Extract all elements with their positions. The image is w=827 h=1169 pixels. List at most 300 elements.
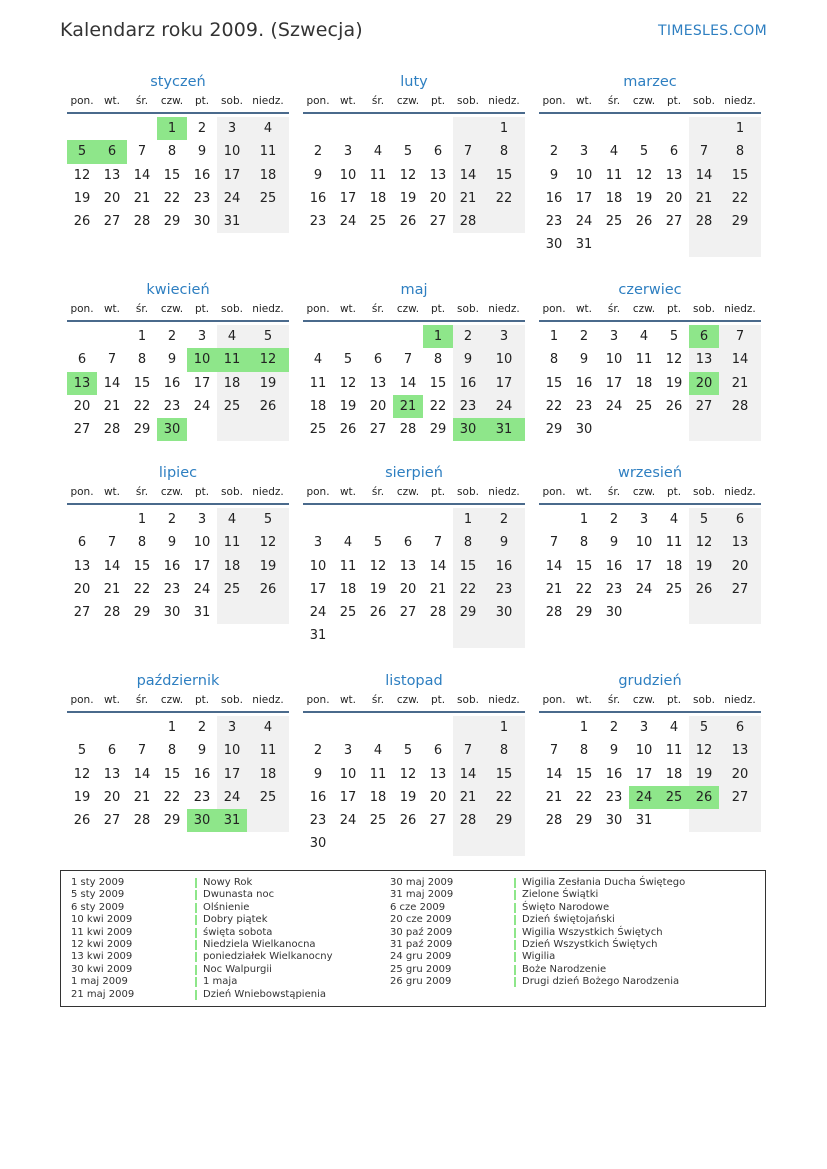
- weekday-label: sob.: [693, 303, 715, 315]
- day-cell: 26: [689, 578, 719, 601]
- weekday-label: wt.: [103, 95, 121, 107]
- legend-holiday-name: poniedziałek Wielkanocny: [203, 951, 333, 963]
- days-grid: [303, 325, 525, 441]
- empty-cell: [659, 418, 689, 441]
- legend-holiday-name: Wigilia: [522, 951, 556, 963]
- day-cell: 17: [217, 763, 247, 786]
- empty-cell: [423, 832, 453, 855]
- legend-column-right: [390, 877, 760, 989]
- empty-cell: [539, 508, 569, 531]
- empty-cell: [423, 624, 453, 647]
- month-block: [67, 463, 289, 624]
- day-cell: 24: [575, 214, 593, 230]
- day-cell: 2: [579, 329, 589, 344]
- day-cell: 18: [665, 766, 683, 782]
- day-cell: 8: [137, 352, 147, 368]
- day-cell: 14: [103, 558, 121, 574]
- day-cell: 14: [689, 164, 719, 187]
- day-cell: 29: [453, 601, 483, 624]
- day-cell: 8: [137, 535, 147, 551]
- day-cell: 13: [67, 372, 97, 395]
- day-cell: 23: [193, 190, 211, 206]
- empty-cell: [629, 418, 659, 441]
- legend-item: [390, 939, 760, 951]
- legend-date: 24 gru 2009: [390, 951, 452, 963]
- day-cell: 14: [103, 375, 121, 391]
- weekday-header: [67, 692, 289, 713]
- empty-cell: [483, 210, 525, 233]
- day-cell: 12: [665, 352, 683, 368]
- day-cell: 7: [433, 535, 443, 551]
- day-cell: 23: [605, 581, 623, 597]
- weekday-label: niedz.: [252, 486, 284, 498]
- days-grid: [67, 508, 289, 624]
- legend-item: [71, 951, 401, 963]
- month-name: sierpień: [385, 465, 443, 481]
- day-cell: 30: [605, 605, 623, 621]
- day-cell: 29: [719, 210, 761, 233]
- day-cell: 25: [659, 786, 689, 809]
- weekday-label: śr.: [135, 694, 149, 706]
- day-cell: 16: [605, 558, 623, 574]
- days-grid: [539, 325, 761, 441]
- day-cell: 23: [545, 214, 563, 230]
- day-cell: 3: [483, 325, 525, 348]
- weekday-label: czw.: [160, 694, 184, 706]
- day-cell: 30: [157, 418, 187, 441]
- day-cell: 26: [73, 214, 91, 230]
- day-cell: 28: [133, 813, 151, 829]
- day-cell: 24: [217, 187, 247, 210]
- day-cell: 14: [453, 164, 483, 187]
- days-grid: [67, 117, 289, 233]
- day-cell: 16: [309, 190, 327, 206]
- weekday-label: pt.: [194, 486, 210, 498]
- days-grid: [303, 716, 525, 856]
- weekday-label: wt.: [339, 95, 357, 107]
- day-cell: 26: [247, 395, 289, 418]
- weekday-label: niedz.: [488, 486, 520, 498]
- weekday-label: pt.: [194, 303, 210, 315]
- weekday-label: sob.: [693, 486, 715, 498]
- holiday-marker-icon: [514, 977, 516, 987]
- month-name: marzec: [623, 74, 677, 90]
- day-cell: 11: [665, 535, 683, 551]
- legend-holiday-name: Święto Narodowe: [522, 901, 610, 913]
- month-name: kwiecień: [146, 282, 210, 298]
- legend-holiday-name: 1 maja: [203, 976, 238, 988]
- day-cell: 14: [719, 348, 761, 371]
- day-cell: 8: [579, 535, 589, 551]
- day-cell: 6: [77, 352, 87, 368]
- day-cell: 3: [197, 512, 207, 527]
- weekday-label: pt.: [666, 95, 682, 107]
- day-cell: 23: [163, 398, 181, 414]
- empty-cell: [333, 832, 363, 855]
- empty-cell: [247, 809, 289, 832]
- month-block: [67, 72, 289, 233]
- legend-item: [71, 927, 401, 939]
- day-cell: 26: [635, 214, 653, 230]
- weekday-label: wt.: [575, 303, 593, 315]
- day-cell: 21: [453, 786, 483, 809]
- day-cell: 20: [719, 763, 761, 786]
- day-cell: 20: [429, 789, 447, 805]
- day-cell: 15: [133, 558, 151, 574]
- empty-cell: [453, 832, 483, 855]
- day-cell: 5: [373, 535, 383, 551]
- empty-cell: [483, 624, 525, 647]
- legend-date: 21 maj 2009: [71, 988, 135, 1000]
- legend-holiday-name: Drugi dzień Bożego Narodzenia: [522, 976, 680, 988]
- weekday-label: czw.: [396, 486, 420, 498]
- day-cell: 5: [689, 716, 719, 739]
- day-cell: 21: [429, 581, 447, 597]
- day-cell: 24: [193, 398, 211, 414]
- day-cell: 25: [665, 581, 683, 597]
- weekday-label: pon.: [70, 95, 94, 107]
- day-cell: 4: [313, 352, 323, 368]
- weekday-label: śr.: [371, 95, 385, 107]
- weekday-label: czw.: [396, 95, 420, 107]
- day-cell: 15: [575, 766, 593, 782]
- day-cell: 11: [369, 766, 387, 782]
- month-name: maj: [400, 282, 428, 298]
- empty-cell: [363, 716, 393, 739]
- day-cell: 30: [163, 605, 181, 621]
- day-cell: 27: [429, 813, 447, 829]
- day-cell: 19: [665, 375, 683, 391]
- day-cell: 22: [133, 581, 151, 597]
- day-cell: 20: [399, 581, 417, 597]
- day-cell: 13: [429, 167, 447, 183]
- day-cell: 15: [163, 167, 181, 183]
- day-cell: 29: [545, 422, 563, 438]
- weekday-label: śr.: [607, 694, 621, 706]
- day-cell: 30: [187, 809, 217, 832]
- day-cell: 22: [163, 789, 181, 805]
- weekday-header: [539, 301, 761, 322]
- weekday-label: niedz.: [488, 303, 520, 315]
- day-cell: 10: [339, 167, 357, 183]
- day-cell: 3: [313, 535, 323, 551]
- weekday-header: [67, 301, 289, 322]
- weekday-header: [67, 484, 289, 505]
- holiday-marker-icon: [195, 903, 197, 913]
- brand-link[interactable]: TIMESLES.COM: [658, 23, 767, 39]
- day-cell: 25: [369, 214, 387, 230]
- day-cell: 26: [399, 214, 417, 230]
- legend-holiday-name: Dwunasta noc: [203, 889, 275, 901]
- day-cell: 30: [605, 813, 623, 829]
- day-cell: 19: [73, 190, 91, 206]
- day-cell: 16: [605, 766, 623, 782]
- page-title: Kalendarz roku 2009. (Szwecja): [60, 19, 363, 41]
- day-cell: 26: [369, 605, 387, 621]
- weekday-label: sob.: [693, 95, 715, 107]
- empty-cell: [599, 233, 629, 256]
- day-cell: 2: [453, 325, 483, 348]
- legend-item: [71, 914, 401, 926]
- day-cell: 26: [399, 813, 417, 829]
- day-cell: 3: [217, 716, 247, 739]
- day-cell: 2: [197, 121, 207, 136]
- day-cell: 10: [635, 743, 653, 759]
- day-cell: 14: [429, 558, 447, 574]
- empty-cell: [67, 508, 97, 531]
- holiday-marker-icon: [514, 878, 516, 888]
- legend-item: [71, 976, 401, 988]
- empty-cell: [423, 716, 453, 739]
- month-name: wrzesień: [617, 465, 683, 481]
- day-cell: 12: [635, 167, 653, 183]
- legend-date: 20 cze 2009: [390, 914, 452, 926]
- empty-cell: [363, 117, 393, 140]
- empty-cell: [393, 832, 423, 855]
- day-cell: 17: [193, 375, 211, 391]
- day-cell: 17: [309, 581, 327, 597]
- legend-date: 1 sty 2009: [71, 877, 125, 888]
- empty-cell: [333, 624, 363, 647]
- empty-cell: [393, 624, 423, 647]
- weekday-label: pt.: [430, 95, 446, 107]
- day-cell: 7: [549, 535, 559, 551]
- legend-holiday-name: Boże Narodzenie: [522, 963, 607, 975]
- day-cell: 29: [133, 605, 151, 621]
- day-cell: 6: [77, 535, 87, 551]
- day-cell: 17: [217, 164, 247, 187]
- day-cell: 18: [339, 581, 357, 597]
- day-cell: 14: [453, 763, 483, 786]
- day-cell: 2: [167, 512, 177, 527]
- empty-cell: [423, 508, 453, 531]
- day-cell: 28: [103, 605, 121, 621]
- weekday-header: [303, 692, 525, 713]
- day-cell: 11: [217, 348, 247, 371]
- days-grid: [67, 716, 289, 832]
- day-cell: 4: [373, 743, 383, 759]
- day-cell: 30: [309, 836, 327, 852]
- day-cell: 9: [313, 766, 323, 782]
- day-cell: 21: [689, 187, 719, 210]
- day-cell: 19: [689, 555, 719, 578]
- day-cell: 8: [483, 739, 525, 762]
- day-cell: 10: [193, 535, 211, 551]
- day-cell: 7: [549, 743, 559, 759]
- empty-cell: [247, 418, 289, 441]
- empty-cell: [393, 325, 423, 348]
- day-cell: 23: [193, 789, 211, 805]
- weekday-label: sob.: [457, 95, 479, 107]
- weekday-label: sob.: [457, 694, 479, 706]
- empty-cell: [333, 325, 363, 348]
- day-cell: 12: [689, 531, 719, 554]
- day-cell: 18: [369, 190, 387, 206]
- day-cell: 18: [605, 190, 623, 206]
- day-cell: 8: [549, 352, 559, 368]
- holiday-marker-icon: [195, 940, 197, 950]
- weekday-label: niedz.: [724, 95, 756, 107]
- day-cell: 9: [609, 535, 619, 551]
- holiday-marker-icon: [514, 952, 516, 962]
- day-cell: 10: [309, 558, 327, 574]
- empty-cell: [569, 117, 599, 140]
- day-cell: 23: [453, 395, 483, 418]
- day-cell: 28: [545, 605, 563, 621]
- day-cell: 3: [217, 117, 247, 140]
- day-cell: 6: [373, 352, 383, 368]
- weekday-label: niedz.: [724, 303, 756, 315]
- month-name: lipiec: [158, 465, 198, 481]
- legend-item: [390, 902, 760, 914]
- day-cell: 9: [579, 352, 589, 368]
- legend-date: 13 kwi 2009: [71, 951, 133, 963]
- day-cell: 17: [339, 190, 357, 206]
- days-grid: [539, 508, 761, 624]
- weekday-label: niedz.: [488, 95, 520, 107]
- day-cell: 21: [103, 581, 121, 597]
- weekday-label: pt.: [430, 303, 446, 315]
- holiday-marker-icon: [514, 965, 516, 975]
- weekday-label: sob.: [221, 95, 243, 107]
- day-cell: 3: [197, 329, 207, 344]
- legend-date: 25 gru 2009: [390, 963, 452, 975]
- weekday-label: wt.: [339, 694, 357, 706]
- day-cell: 18: [665, 558, 683, 574]
- day-cell: 27: [719, 786, 761, 809]
- day-cell: 11: [309, 375, 327, 391]
- day-cell: 16: [483, 555, 525, 578]
- day-cell: 22: [719, 187, 761, 210]
- day-cell: 1: [167, 720, 177, 735]
- day-cell: 2: [313, 144, 323, 160]
- empty-cell: [689, 809, 719, 832]
- weekday-label: sob.: [221, 694, 243, 706]
- weekday-label: czw.: [396, 694, 420, 706]
- legend-item: [390, 976, 760, 988]
- weekday-label: sob.: [221, 303, 243, 315]
- empty-cell: [303, 716, 333, 739]
- weekday-label: śr.: [135, 486, 149, 498]
- day-cell: 1: [453, 508, 483, 531]
- day-cell: 27: [369, 422, 387, 438]
- day-cell: 29: [163, 214, 181, 230]
- day-cell: 16: [575, 375, 593, 391]
- empty-cell: [393, 117, 423, 140]
- holiday-marker-icon: [195, 990, 197, 1000]
- day-cell: 13: [399, 558, 417, 574]
- day-cell: 14: [399, 375, 417, 391]
- day-cell: 4: [669, 512, 679, 527]
- weekday-header: [539, 484, 761, 505]
- empty-cell: [659, 233, 689, 256]
- day-cell: 24: [339, 813, 357, 829]
- day-cell: 9: [609, 743, 619, 759]
- day-cell: 22: [163, 190, 181, 206]
- legend-holiday-name: Wigilia Zesłania Ducha Świętego: [522, 877, 686, 888]
- day-cell: 1: [719, 117, 761, 140]
- day-cell: 3: [343, 144, 353, 160]
- day-cell: 5: [403, 144, 413, 160]
- day-cell: 8: [579, 743, 589, 759]
- day-cell: 27: [399, 605, 417, 621]
- day-cell: 12: [689, 739, 719, 762]
- legend-date: 11 kwi 2009: [71, 926, 133, 938]
- day-cell: 21: [393, 395, 423, 418]
- legend-date: 10 kwi 2009: [71, 914, 133, 926]
- day-cell: 31: [193, 605, 211, 621]
- day-cell: 13: [369, 375, 387, 391]
- day-cell: 24: [217, 786, 247, 809]
- empty-cell: [97, 325, 127, 348]
- day-cell: 7: [453, 140, 483, 163]
- empty-cell: [539, 716, 569, 739]
- empty-cell: [303, 325, 333, 348]
- empty-cell: [453, 117, 483, 140]
- day-cell: 29: [575, 813, 593, 829]
- month-name: listopad: [385, 673, 443, 689]
- day-cell: 17: [605, 375, 623, 391]
- days-grid: [67, 325, 289, 441]
- holiday-marker-icon: [195, 915, 197, 925]
- legend-date: 30 kwi 2009: [71, 963, 133, 975]
- weekday-label: śr.: [607, 303, 621, 315]
- day-cell: 13: [73, 558, 91, 574]
- weekday-label: wt.: [575, 95, 593, 107]
- day-cell: 27: [689, 395, 719, 418]
- legend-holiday-name: Wigilia Wszystkich Świętych: [522, 926, 663, 938]
- weekday-label: śr.: [607, 95, 621, 107]
- empty-cell: [539, 117, 569, 140]
- day-cell: 19: [339, 398, 357, 414]
- legend-date: 12 kwi 2009: [71, 938, 133, 950]
- weekday-label: pon.: [306, 95, 330, 107]
- day-cell: 25: [247, 786, 289, 809]
- day-cell: 27: [103, 813, 121, 829]
- day-cell: 19: [247, 555, 289, 578]
- day-cell: 5: [247, 508, 289, 531]
- day-cell: 2: [609, 720, 619, 735]
- empty-cell: [689, 601, 719, 624]
- day-cell: 15: [453, 555, 483, 578]
- empty-cell: [629, 233, 659, 256]
- day-cell: 10: [635, 535, 653, 551]
- day-cell: 7: [107, 535, 117, 551]
- weekday-label: pt.: [194, 95, 210, 107]
- day-cell: 31: [309, 628, 327, 644]
- weekday-header: [539, 692, 761, 713]
- weekday-label: wt.: [103, 486, 121, 498]
- weekday-header: [539, 93, 761, 114]
- weekday-label: sob.: [457, 486, 479, 498]
- day-cell: 4: [217, 508, 247, 531]
- day-cell: 19: [399, 789, 417, 805]
- day-cell: 20: [665, 190, 683, 206]
- day-cell: 3: [639, 720, 649, 735]
- legend-date: 30 paź 2009: [390, 926, 453, 938]
- legend-item: [71, 877, 401, 889]
- legend-holiday-name: Noc Walpurgii: [203, 963, 272, 975]
- day-cell: 19: [73, 789, 91, 805]
- empty-cell: [97, 508, 127, 531]
- weekday-label: pt.: [666, 303, 682, 315]
- weekday-label: czw.: [160, 303, 184, 315]
- weekday-label: niedz.: [724, 486, 756, 498]
- day-cell: 14: [133, 167, 151, 183]
- day-cell: 8: [167, 743, 177, 759]
- weekday-label: pon.: [70, 303, 94, 315]
- day-cell: 24: [605, 398, 623, 414]
